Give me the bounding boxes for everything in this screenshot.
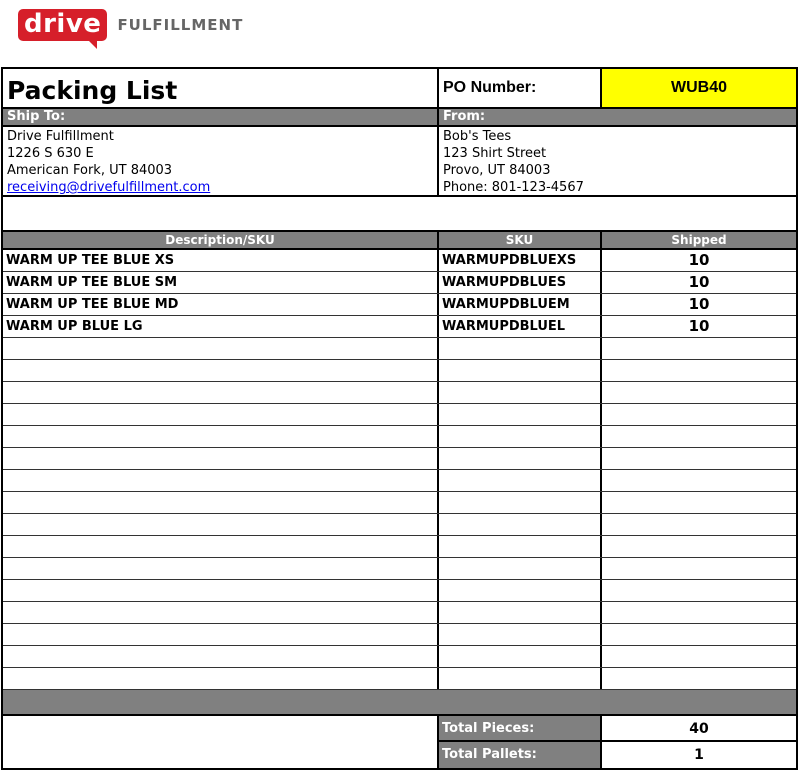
empty-cell <box>439 382 602 403</box>
ship-to-label: Ship To: <box>3 109 439 125</box>
empty-cell <box>3 646 439 667</box>
empty-cell <box>439 536 602 557</box>
empty-cell <box>3 602 439 623</box>
empty-cell <box>602 558 796 579</box>
empty-cell <box>439 426 602 447</box>
totals-section <box>3 716 796 768</box>
total-pieces-value: 40 <box>689 721 709 737</box>
empty-table-row <box>3 514 796 536</box>
empty-cell <box>439 558 602 579</box>
empty-table-row <box>3 668 796 690</box>
empty-cell <box>3 668 439 689</box>
empty-cell <box>3 404 439 425</box>
row-shipped: 10 <box>688 273 710 291</box>
po-number-label: PO Number: <box>439 69 602 107</box>
empty-table-row <box>3 646 796 668</box>
row-shipped: 10 <box>688 251 710 269</box>
empty-cell <box>439 580 602 601</box>
ship-to-address <box>3 127 439 195</box>
empty-table-row <box>3 580 796 602</box>
from-line: Phone: 801-123-4567 <box>443 180 584 195</box>
row-description: WARM UP BLUE LG <box>3 316 439 337</box>
row-sku: WARMUPDBLUEM <box>439 294 602 315</box>
page-title: Packing List <box>3 69 439 107</box>
ship-to-line: Drive Fulfillment <box>7 129 114 144</box>
empty-cell <box>602 426 796 447</box>
row-shipped: 10 <box>688 295 710 313</box>
row-description: WARM UP TEE BLUE SM <box>3 272 439 293</box>
empty-cell <box>3 426 439 447</box>
table-body <box>3 250 796 690</box>
empty-cell <box>3 448 439 469</box>
empty-cell <box>602 492 796 513</box>
empty-cell <box>602 448 796 469</box>
empty-table-row <box>3 558 796 580</box>
empty-table-row <box>3 382 796 404</box>
empty-table-row <box>3 624 796 646</box>
ship-to-line: 1226 S 630 E <box>7 146 94 161</box>
table-header-row <box>3 232 796 250</box>
empty-cell <box>602 338 796 359</box>
from-label: From: <box>443 109 486 124</box>
row-sku: WARMUPDBLUES <box>439 272 602 293</box>
empty-table-row <box>3 426 796 448</box>
empty-table-row <box>3 470 796 492</box>
from-address <box>439 127 796 195</box>
address-row <box>3 127 796 197</box>
empty-cell <box>602 514 796 535</box>
row-sku: WARMUPDBLUEL <box>439 316 602 337</box>
total-pallets-value: 1 <box>694 747 704 763</box>
empty-cell <box>3 580 439 601</box>
empty-cell <box>602 602 796 623</box>
empty-table-row <box>3 536 796 558</box>
logo-tagline: FULFILLMENT <box>117 16 244 34</box>
empty-cell <box>3 492 439 513</box>
title-row <box>3 69 796 109</box>
empty-cell <box>439 602 602 623</box>
column-header-sku: SKU <box>439 232 602 248</box>
empty-cell <box>3 338 439 359</box>
table-row <box>3 272 796 294</box>
empty-cell <box>439 470 602 491</box>
empty-cell <box>602 536 796 557</box>
spacer-row <box>3 197 796 232</box>
empty-cell <box>602 470 796 491</box>
total-pieces-row <box>439 716 796 742</box>
empty-cell <box>602 404 796 425</box>
empty-cell <box>3 536 439 557</box>
empty-cell <box>3 514 439 535</box>
table-row <box>3 250 796 272</box>
from-line: 123 Shirt Street <box>443 146 547 161</box>
empty-cell <box>3 470 439 491</box>
empty-table-row <box>3 492 796 514</box>
empty-cell <box>439 404 602 425</box>
empty-cell <box>439 492 602 513</box>
empty-table-row <box>3 338 796 360</box>
empty-cell <box>439 646 602 667</box>
total-pallets-row <box>439 742 796 768</box>
empty-cell <box>3 558 439 579</box>
empty-cell <box>602 360 796 381</box>
empty-cell <box>3 360 439 381</box>
empty-cell <box>439 514 602 535</box>
total-pallets-label: Total Pallets: <box>439 742 602 768</box>
row-shipped: 10 <box>688 317 710 335</box>
ship-to-email-link[interactable]: receiving@drivefulfillment.com <box>7 180 211 195</box>
totals-blank-cell <box>3 716 439 768</box>
empty-cell <box>439 668 602 689</box>
empty-cell <box>439 338 602 359</box>
logo-badge: drive <box>18 9 107 41</box>
empty-cell <box>439 624 602 645</box>
totals-table <box>439 716 796 768</box>
empty-cell <box>439 360 602 381</box>
empty-cell <box>602 646 796 667</box>
empty-cell <box>602 668 796 689</box>
row-description: WARM UP TEE BLUE XS <box>3 250 439 271</box>
column-header-description: Description/SKU <box>3 232 439 248</box>
empty-cell <box>3 382 439 403</box>
po-number-value[interactable]: WUB40 <box>602 69 796 107</box>
table-row <box>3 316 796 338</box>
ship-to-line: American Fork, UT 84003 <box>7 163 173 178</box>
empty-cell <box>602 580 796 601</box>
empty-table-row <box>3 602 796 624</box>
empty-table-row <box>3 404 796 426</box>
drive-fulfillment-logo <box>18 7 243 43</box>
empty-cell <box>439 448 602 469</box>
row-description: WARM UP TEE BLUE MD <box>3 294 439 315</box>
empty-cell <box>602 382 796 403</box>
separator-band <box>3 690 796 716</box>
from-line: Provo, UT 84003 <box>443 163 551 178</box>
address-header-row <box>3 109 796 127</box>
empty-cell <box>3 624 439 645</box>
packing-list-sheet <box>1 67 798 770</box>
table-row <box>3 294 796 316</box>
column-header-shipped: Shipped <box>671 233 727 247</box>
empty-table-row <box>3 448 796 470</box>
from-line: Bob's Tees <box>443 129 512 144</box>
total-pieces-label: Total Pieces: <box>439 716 602 740</box>
empty-cell <box>602 624 796 645</box>
empty-table-row <box>3 360 796 382</box>
row-sku: WARMUPDBLUEXS <box>439 250 602 271</box>
